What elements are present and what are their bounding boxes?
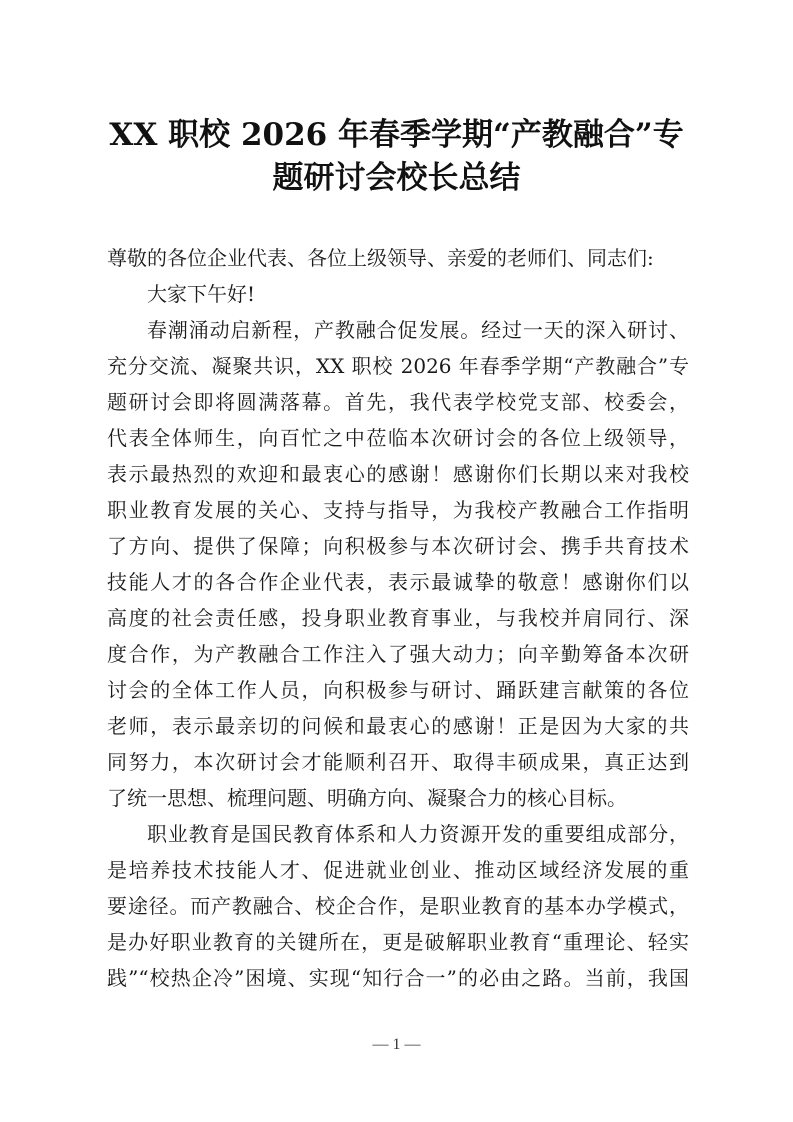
body-line: 是办好职业教育的关键所在，更是破解职业教育“重理论、轻实 [107,930,689,954]
salutation: 尊敬的各位企业代表、各位上级领导、亲爱的老师们、同志们: [107,246,654,270]
title-line-2: 题研讨会校长总结 [272,160,521,196]
body-line: 职业教育发展的关心、支持与指导，为我校产教融合工作指明 [107,498,689,522]
body-line: 要途径。而产教融合、校企合作，是职业教育的基本办学模式， [107,894,689,918]
body-line: 是培养技术技能人才、促进就业创业、推动区域经济发展的重 [107,858,689,882]
body-line: 同努力，本次研讨会才能顺利召开、取得丰硕成果，真正达到 [107,750,689,774]
body-line: 技能人才的各合作企业代表，表示最诚挚的敬意！感谢你们以 [107,570,689,594]
body-line: 了统一思想、梳理问题、明确方向、凝聚合力的核心目标。 [107,786,627,810]
body-line: 度合作，为产教融合工作注入了强大动力；向辛勤筹备本次研 [107,642,689,666]
body-line: 践”“校热企冷”困境、实现“知行合一”的必由之路。当前，我国 [107,966,689,990]
body-line: 表示最热烈的欢迎和最衷心的感谢！感谢你们长期以来对我校 [107,462,689,486]
body-line: 讨会的全体工作人员，向积极参与研讨、踊跃建言献策的各位 [107,678,689,702]
body-line: 充分交流、凝聚共识，XX 职校 2026 年春季学期“产教融合”专 [107,354,689,378]
greeting: 大家下午好! [147,282,256,306]
body-line: 题研讨会即将圆满落幕。首先，我代表学校党支部、校委会， [107,390,689,414]
body-line: 职业教育是国民教育体系和人力资源开发的重要组成部分， [147,822,689,846]
document-title [90,114,703,200]
title-line-1: XX 职校 2026 年春季学期“产教融合”专 [109,117,684,153]
body-line: 高度的社会责任感，投身职业教育事业，与我校并肩同行、深 [107,606,689,630]
page-number: — 1 — [372,1036,421,1053]
body-line: 老师，表示最亲切的问候和最衷心的感谢！正是因为大家的共 [107,714,689,738]
body-line: 了方向、提供了保障；向积极参与本次研讨会、携手共育技术 [107,534,689,558]
body-line: 代表全体师生，向百忙之中莅临本次研讨会的各位上级领导， [107,426,689,450]
document-body [107,240,689,996]
body-line: 春潮涌动启新程，产教融合促发展。经过一天的深入研讨、 [147,318,689,342]
